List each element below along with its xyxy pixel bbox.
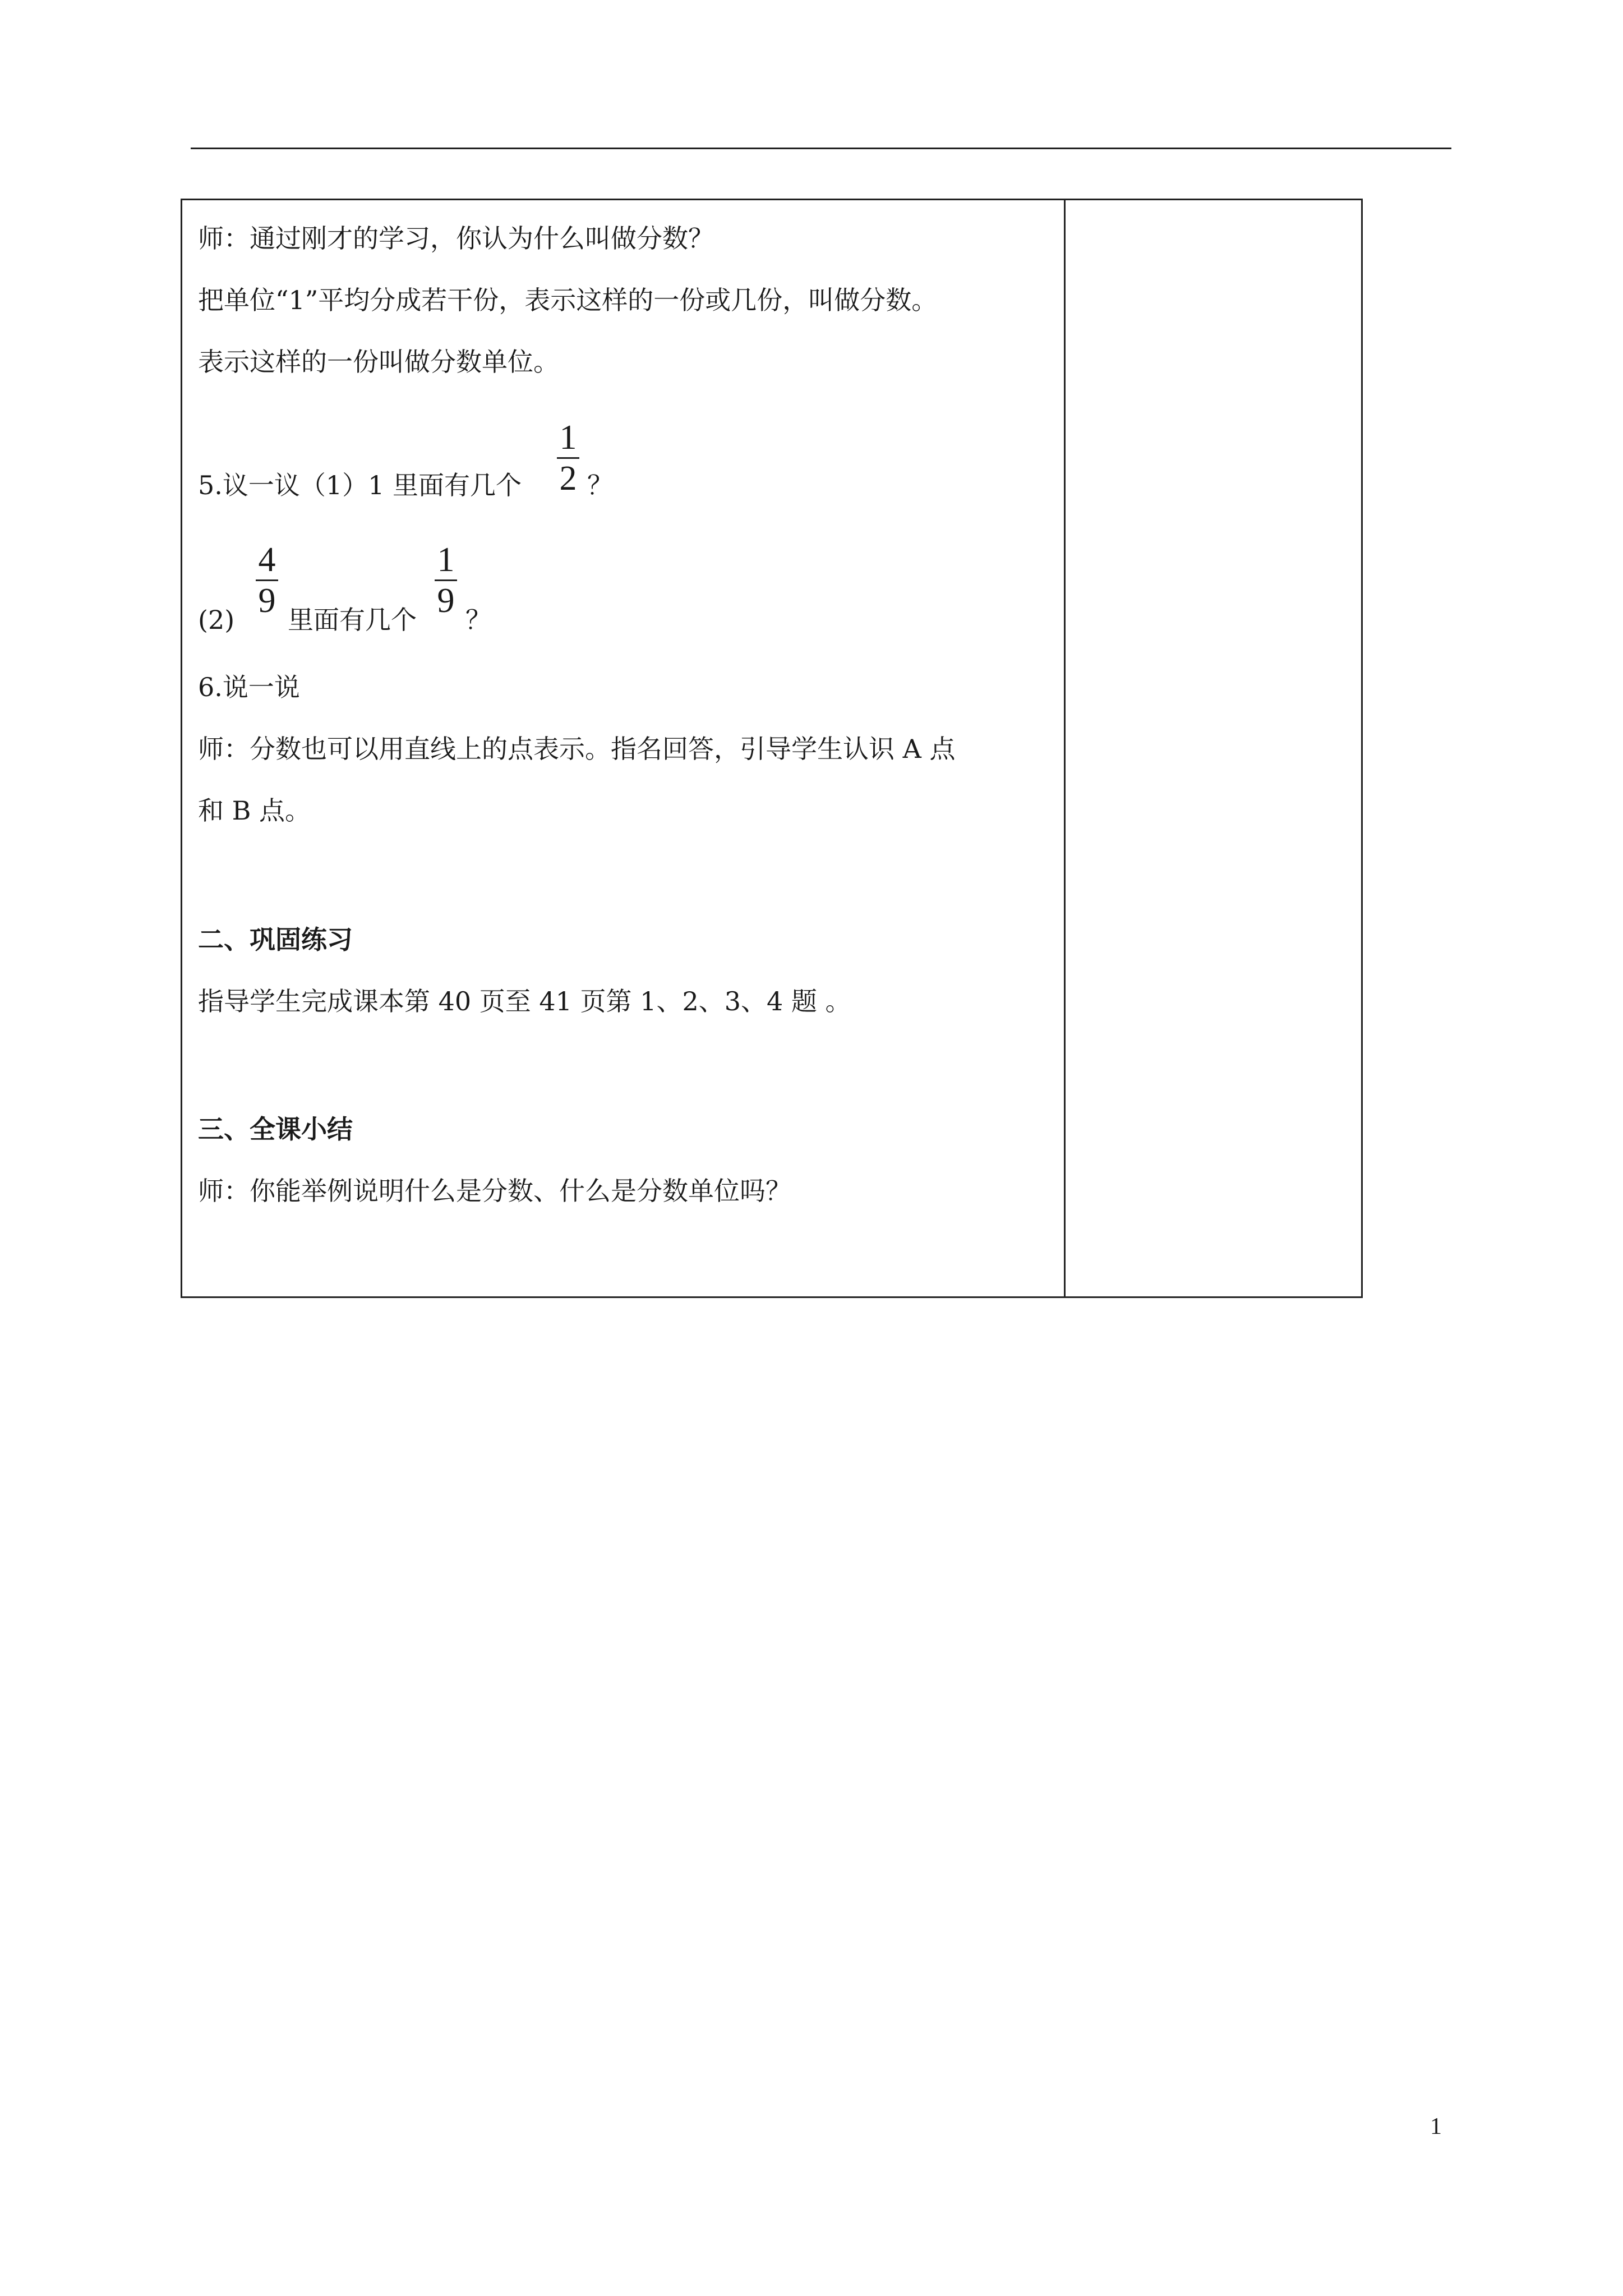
fraction-unit-definition-line: 表示这样的一份叫做分数单位。 [198,347,559,377]
header-rule [191,148,1451,149]
question-two-prefix: (2) [198,605,235,635]
fraction-denominator: 9 [437,582,455,620]
fraction-bar [557,457,579,459]
column-divider [1064,200,1066,1296]
discuss-line-suffix: ？ [587,470,613,500]
fraction-bar [256,579,278,581]
discuss-line-prefix: 5.议一议（1）1 里面有几个 [198,470,522,500]
fraction-definition-line: 把单位“1”平均分成若干份，表示这样的一份或几份，叫做分数。 [198,285,938,315]
lesson-table [181,199,1363,1298]
fraction-one-ninth [429,541,463,619]
fraction-numerator: 4 [258,541,276,579]
fraction-four-ninths [250,541,284,619]
question-two-suffix: ？ [465,605,491,635]
section-title-summary: 三、全课小结 [198,1114,353,1144]
say-heading: 6.说一说 [198,672,300,702]
fraction-one-half [551,419,585,497]
summary-question: 师：你能举例说明什么是分数、什么是分数单位吗？ [198,1176,791,1206]
fraction-denominator: 2 [559,459,577,498]
practice-instruction: 指导学生完成课本第 40 页至 41 页第 1、2、3、4 题 。 [198,986,851,1016]
teacher-question-line: 师：通过刚才的学习，你认为什么叫做分数？ [198,223,714,254]
page-number: 1 [1430,2114,1442,2139]
fraction-numerator: 1 [559,418,577,457]
question-two-middle: 里面有几个 [288,605,417,635]
fraction-numerator: 1 [437,541,455,579]
fraction-bar [435,579,457,581]
number-line-instruction-continued: 和 B 点。 [198,795,311,826]
number-line-instruction: 师：分数也可以用直线上的点表示。指名回答，引导学生认识 A 点 [198,734,956,764]
section-title-practice: 二、巩固练习 [198,924,353,955]
fraction-denominator: 9 [258,582,276,620]
